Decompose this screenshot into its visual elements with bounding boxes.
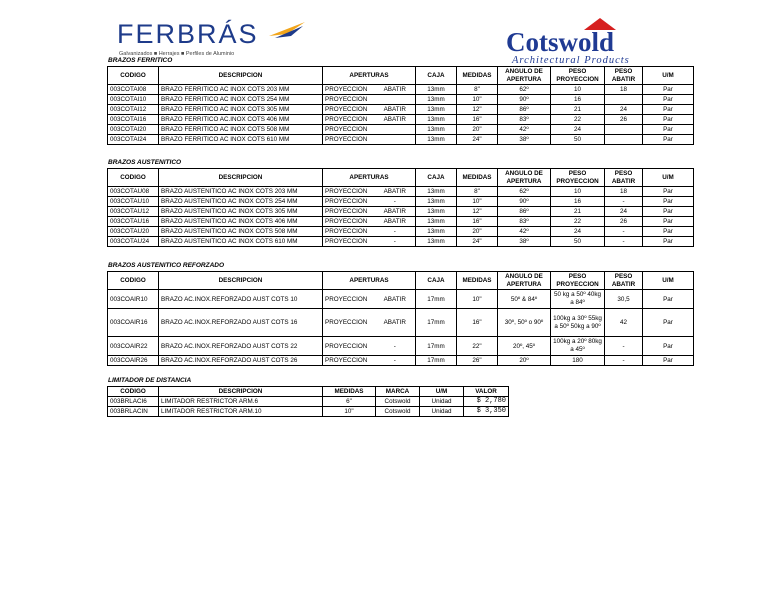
table-cell: PROYECCION (323, 337, 375, 356)
table-cell: 38º (498, 135, 551, 145)
section-title-austenitico: BRAZOS AUSTENITICO (108, 159, 182, 166)
table-cell: 90º (498, 197, 551, 207)
table-cell: 24 (605, 105, 643, 115)
table-cell: 24 (605, 207, 643, 217)
table-cell: BRAZO AC.INOX.REFORZADO AUST COTS 16 (159, 309, 323, 337)
table-cell: ABATIR (375, 105, 416, 115)
table-cell: 13mm (416, 207, 457, 217)
table-cell: - (375, 197, 416, 207)
table-cell: 003COAIR16 (108, 309, 159, 337)
table-cell: 50º & 84º (498, 290, 551, 309)
column-header: U/M (643, 272, 694, 290)
table-cell: 50 (551, 237, 605, 247)
table-cell: Par (643, 356, 694, 366)
column-header: DESCRIPCION (159, 67, 323, 85)
table-cell: 180 (551, 356, 605, 366)
column-header: PESO PROYECCION (551, 272, 605, 290)
column-header: CODIGO (108, 169, 159, 187)
table-cell: Par (643, 337, 694, 356)
table-cell: Par (643, 187, 694, 197)
table-cell: Par (643, 217, 694, 227)
table-cell: Cotswold (376, 397, 420, 407)
table-cell: Par (643, 197, 694, 207)
table-cell: - (375, 356, 416, 366)
table-cell: Par (643, 85, 694, 95)
table-cell: Par (643, 135, 694, 145)
table-cell: BRAZO FERRITICO AC INOX COTS 508 MM (159, 125, 323, 135)
column-header: CODIGO (108, 272, 159, 290)
table-cell: 003COTAI24 (108, 135, 159, 145)
table-cell: 8" (457, 85, 498, 95)
table-cell: ABATIR (375, 290, 416, 309)
table-cell: 20" (457, 227, 498, 237)
column-header: U/M (643, 169, 694, 187)
cotswold-subtitle: Architectural Products (512, 55, 630, 66)
table-row (108, 95, 694, 105)
table-cell: BRAZO AC.INOX.REFORZADO AUST COTS 10 (159, 290, 323, 309)
table-cell: 16" (457, 115, 498, 125)
table-row (108, 397, 509, 407)
table-reforzado (107, 271, 694, 366)
ferbras-swoosh-icon (267, 20, 307, 42)
table-cell: 8" (457, 187, 498, 197)
table-cell: 42 (605, 309, 643, 337)
table-cell: PROYECCION (323, 105, 375, 115)
table-cell: - (605, 356, 643, 366)
table-cell: PROYECCION (323, 187, 375, 197)
column-header: CODIGO (108, 387, 159, 397)
table-cell: BRAZO FERRITICO AC INOX COTS 610 MM (159, 135, 323, 145)
table-cell: Par (643, 95, 694, 105)
table-cell: 30º, 50º o 90º (498, 309, 551, 337)
table-cell: 003COAIR26 (108, 356, 159, 366)
column-header: U/M (643, 67, 694, 85)
table-cell: - (375, 227, 416, 237)
table-cell: 86º (498, 105, 551, 115)
table-cell: Cotswold (376, 407, 420, 417)
table-cell: 18 (605, 85, 643, 95)
table-cell: 003COTAU20 (108, 227, 159, 237)
table-cell: 20º, 45º (498, 337, 551, 356)
table-cell: 26" (457, 356, 498, 366)
table-cell: 62º (498, 85, 551, 95)
table-cell: Par (643, 290, 694, 309)
table-row (108, 207, 694, 217)
table-cell: BRAZO FERRITICO AC INOX COTS 305 MM (159, 105, 323, 115)
header-row (108, 169, 694, 187)
table-cell: 24" (457, 237, 498, 247)
table-cell: 13mm (416, 217, 457, 227)
table-row (108, 227, 694, 237)
column-header: PESO ABATIR (605, 67, 643, 85)
table-cell: 62º (498, 187, 551, 197)
column-header: DESCRIPCION (159, 387, 323, 397)
table-cell: PROYECCION (323, 207, 375, 217)
table-cell: PROYECCION (323, 125, 375, 135)
column-header: APERTURAS (323, 272, 416, 290)
table-cell: 12" (457, 105, 498, 115)
column-header: APERTURAS (323, 67, 416, 85)
table-cell: BRAZO FERRITICO AC INOX COTS 203 MM (159, 85, 323, 95)
table-row (108, 309, 694, 337)
table-cell: PROYECCION (323, 115, 375, 125)
table-cell: 100kg a 30º 55kg a 50º 50kg a 90º (551, 309, 605, 337)
table-row (108, 187, 694, 197)
table-cell: BRAZO FERRITICO AC.INOX COTS 406 MM (159, 115, 323, 125)
table-cell: PROYECCION (323, 217, 375, 227)
table-cell (605, 95, 643, 105)
table-cell: 003BRLACIN (108, 407, 159, 417)
table-cell: $ 2,780 (464, 397, 509, 407)
column-header: U/M (420, 387, 464, 397)
table-cell: 26 (605, 115, 643, 125)
table-cell: Par (643, 227, 694, 237)
column-header: CODIGO (108, 67, 159, 85)
table-cell: 17mm (416, 309, 457, 337)
table-cell: 20º (498, 356, 551, 366)
table-limitador (107, 386, 509, 417)
table-cell: 13mm (416, 135, 457, 145)
table-cell: 24" (457, 135, 498, 145)
table-cell: - (605, 237, 643, 247)
table-cell: BRAZO AC.INOX.REFORZADO AUST COTS 22 (159, 337, 323, 356)
table-cell: 83º (498, 115, 551, 125)
table-cell: 30,5 (605, 290, 643, 309)
table-cell: $ 3,350 (464, 407, 509, 417)
table-cell: BRAZO AUSTENITICO AC INOX COTS 305 MM (159, 207, 323, 217)
table-cell: Unidad (420, 407, 464, 417)
table-cell: PROYECCION (323, 290, 375, 309)
table-cell: 13mm (416, 187, 457, 197)
table-cell: 18 (605, 187, 643, 197)
table-cell: 17mm (416, 356, 457, 366)
table-row (108, 105, 694, 115)
table-cell: 50 kg a 50º 40kg a 84º (551, 290, 605, 309)
table-cell (605, 125, 643, 135)
table-cell (375, 135, 416, 145)
table-row (108, 217, 694, 227)
table-cell: - (605, 227, 643, 237)
table-cell: BRAZO AUSTENITICO AC INOX COTS 406 MM (159, 217, 323, 227)
table-row (108, 135, 694, 145)
table-cell: ABATIR (375, 115, 416, 125)
table-row (108, 85, 694, 95)
ferbras-tagline: Galvanizados ■ Herrajes ■ Perfiles de Aluminio (119, 51, 235, 57)
table-cell: 22 (551, 115, 605, 125)
table-row (108, 337, 694, 356)
table-cell: ABATIR (375, 85, 416, 95)
ferbras-logo (117, 20, 307, 60)
section-title-reforzado: BRAZOS AUSTENITICO REFORZADO (108, 262, 225, 269)
table-cell: ABATIR (375, 207, 416, 217)
table-cell: 003COTAI08 (108, 85, 159, 95)
table-cell: Par (643, 105, 694, 115)
table-austenitico (107, 168, 694, 247)
column-header: ANGULO DE APERTURA (498, 169, 551, 187)
table-cell: LIMITADOR RESTRICTOR ARM.6 (159, 397, 323, 407)
table-cell: PROYECCION (323, 135, 375, 145)
table-cell: 003COTAU12 (108, 207, 159, 217)
table-cell: Par (643, 207, 694, 217)
table-cell: ABATIR (375, 309, 416, 337)
table-row (108, 407, 509, 417)
table-cell: 10" (323, 407, 376, 417)
header-row (108, 387, 509, 397)
table-row (108, 197, 694, 207)
table-cell: PROYECCION (323, 197, 375, 207)
table-cell: 42º (498, 227, 551, 237)
column-header: DESCRIPCION (159, 169, 323, 187)
table-cell: 50 (551, 135, 605, 145)
column-header: CAJA (416, 169, 457, 187)
table-cell: 13mm (416, 227, 457, 237)
table-cell: 13mm (416, 237, 457, 247)
column-header: MEDIDAS (457, 272, 498, 290)
table-row (108, 290, 694, 309)
ferbras-logo-text: FERBRÁS (117, 19, 259, 49)
column-header: MEDIDAS (457, 67, 498, 85)
table-cell: Par (643, 309, 694, 337)
table-ferritico (107, 66, 694, 145)
column-header: PESO ABATIR (605, 169, 643, 187)
table-cell: 003COTAU10 (108, 197, 159, 207)
table-cell: 10" (457, 197, 498, 207)
table-row (108, 115, 694, 125)
table-cell: BRAZO AC.INOX.REFORZADO AUST COTS 26 (159, 356, 323, 366)
header-row (108, 67, 694, 85)
table-cell: - (605, 337, 643, 356)
column-header: PESO PROYECCION (551, 169, 605, 187)
table-cell: - (605, 197, 643, 207)
table-cell: BRAZO AUSTENITICO AC INOX COTS 610 MM (159, 237, 323, 247)
table-cell: 003COTAU08 (108, 187, 159, 197)
column-header: MEDIDAS (457, 169, 498, 187)
column-header: PESO PROYECCION (551, 67, 605, 85)
column-header: ANGULO DE APERTURA (498, 272, 551, 290)
table-cell: - (375, 337, 416, 356)
column-header: APERTURAS (323, 169, 416, 187)
table-cell: 16 (551, 197, 605, 207)
cotswold-logo (506, 18, 696, 66)
table-cell: Par (643, 125, 694, 135)
table-cell: 24 (551, 125, 605, 135)
table-cell: 003COTAI10 (108, 95, 159, 105)
table-cell: 6" (323, 397, 376, 407)
table-cell: 38º (498, 237, 551, 247)
table-row (108, 125, 694, 135)
table-row (108, 356, 694, 366)
table-cell: PROYECCION (323, 95, 375, 105)
table-cell (605, 135, 643, 145)
column-header: MEDIDAS (323, 387, 376, 397)
table-cell: 13mm (416, 105, 457, 115)
table-cell: 26 (605, 217, 643, 227)
table-cell: 16" (457, 309, 498, 337)
table-cell: 21 (551, 207, 605, 217)
table-cell: 16" (457, 217, 498, 227)
table-cell: PROYECCION (323, 227, 375, 237)
table-cell: 83º (498, 217, 551, 227)
table-cell: 003COTAU24 (108, 237, 159, 247)
table-row (108, 237, 694, 247)
table-cell: BRAZO FERRITICO AC INOX COTS 254 MM (159, 95, 323, 105)
section-title-limitador: LIMITADOR DE DISTANCIA (108, 377, 192, 384)
table-cell: BRAZO AUSTENITICO AC INOX COTS 508 MM (159, 227, 323, 237)
table-cell: 90º (498, 95, 551, 105)
table-cell: 003BRLACI6 (108, 397, 159, 407)
table-cell: 20" (457, 125, 498, 135)
table-cell: 17mm (416, 337, 457, 356)
cotswold-logo-text: Cotswold (506, 27, 615, 57)
column-header: MARCA (376, 387, 420, 397)
table-cell: 16 (551, 95, 605, 105)
table-cell: Par (643, 237, 694, 247)
table-cell: Par (643, 115, 694, 125)
table-cell: PROYECCION (323, 85, 375, 95)
table-cell: 21 (551, 105, 605, 115)
table-cell: 003COAIR22 (108, 337, 159, 356)
table-cell (375, 125, 416, 135)
table-cell (375, 95, 416, 105)
table-cell: 13mm (416, 95, 457, 105)
table-cell: 22 (551, 217, 605, 227)
table-cell: 42º (498, 125, 551, 135)
column-header: CAJA (416, 272, 457, 290)
table-cell: 003COTAI16 (108, 115, 159, 125)
table-cell: 10" (457, 290, 498, 309)
table-cell: 13mm (416, 115, 457, 125)
table-cell: ABATIR (375, 187, 416, 197)
table-cell: PROYECCION (323, 237, 375, 247)
column-header: DESCRIPCION (159, 272, 323, 290)
table-cell: 22" (457, 337, 498, 356)
column-header: PESO ABATIR (605, 272, 643, 290)
table-cell: 13mm (416, 197, 457, 207)
table-cell: 003COTAU16 (108, 217, 159, 227)
table-cell: 86º (498, 207, 551, 217)
table-cell: 003COTAI12 (108, 105, 159, 115)
table-cell: PROYECCION (323, 356, 375, 366)
header-row (108, 272, 694, 290)
table-cell: 13mm (416, 85, 457, 95)
table-cell: 003COTAI20 (108, 125, 159, 135)
table-cell: Unidad (420, 397, 464, 407)
column-header: ANGULO DE APERTURA (498, 67, 551, 85)
table-cell: ABATIR (375, 217, 416, 227)
table-cell: LIMITADOR RESTRICTOR ARM.10 (159, 407, 323, 417)
table-cell: PROYECCION (323, 309, 375, 337)
section-title-ferritico: BRAZOS FERRITICO (108, 57, 173, 64)
table-cell: 13mm (416, 125, 457, 135)
table-cell: BRAZO AUSTENITICO AC INOX COTS 203 MM (159, 187, 323, 197)
table-cell: BRAZO AUSTENITICO AC INOX COTS 254 MM (159, 197, 323, 207)
table-cell: 003COAIR10 (108, 290, 159, 309)
table-cell: 10 (551, 187, 605, 197)
table-cell: 17mm (416, 290, 457, 309)
table-cell: 10 (551, 85, 605, 95)
table-cell: 24 (551, 227, 605, 237)
table-cell: 10" (457, 95, 498, 105)
table-cell: 100kg a 20º 80kg a 45º (551, 337, 605, 356)
column-header: CAJA (416, 67, 457, 85)
table-cell: 12" (457, 207, 498, 217)
table-cell: - (375, 237, 416, 247)
column-header: VALOR (464, 387, 509, 397)
